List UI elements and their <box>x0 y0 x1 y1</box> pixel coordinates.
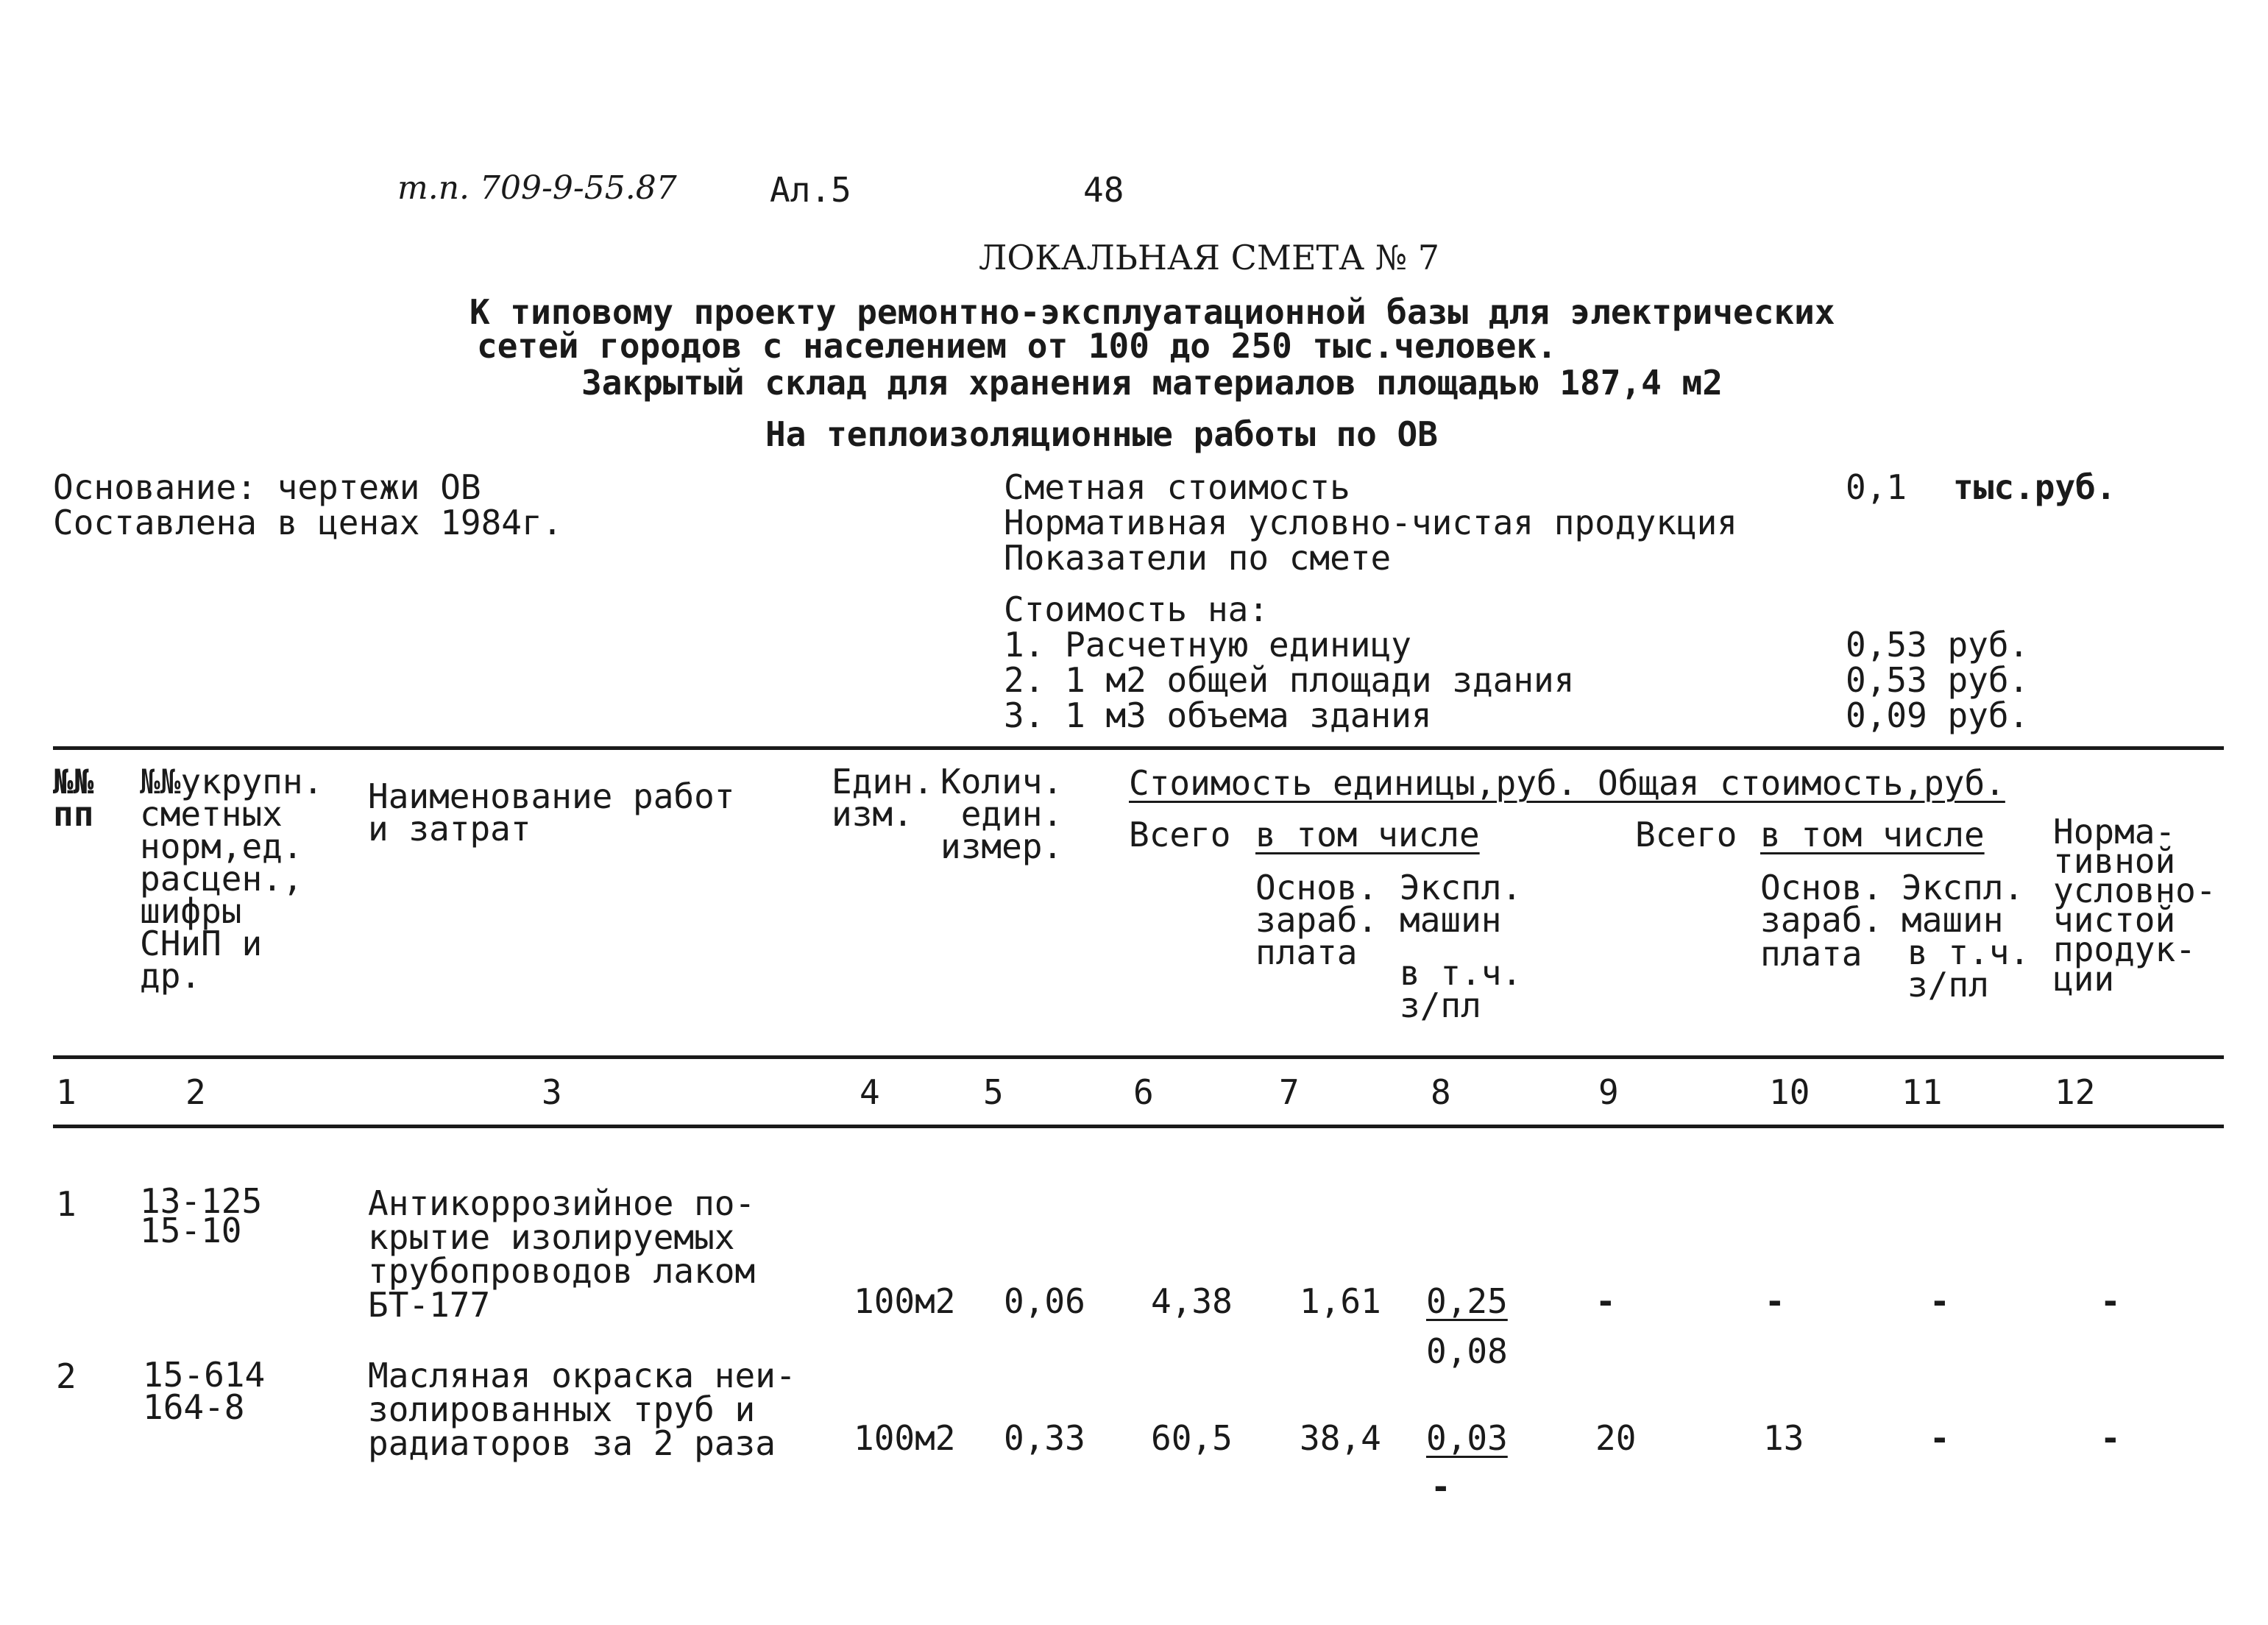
row-unit: 100м2 <box>854 1281 956 1321</box>
header-unit-including: в том числе <box>1255 815 1480 854</box>
header-overall-machines: Экспл. машин <box>1902 868 2024 940</box>
table-header-rule <box>53 1055 2224 1059</box>
row-number: 1 <box>56 1184 77 1224</box>
header-norm-code: №№укрупн. сметных норм,ед. расцен., шифры СНиП и др. <box>140 762 324 996</box>
normative-label: Нормативная условно-чистая продукция <box>1004 503 1737 542</box>
header-row-number: №№ пп <box>53 762 94 834</box>
row-quantity: 0,06 <box>1004 1281 1085 1321</box>
header-unit-base-pay: Основ. зараб. плата <box>1255 868 1378 972</box>
column-number: 2 <box>185 1072 206 1112</box>
project-code: т.п. 709-9-55.87 <box>397 169 677 207</box>
row-total: 20 <box>1595 1418 1637 1458</box>
row-unit: 100м2 <box>854 1418 956 1458</box>
row-quantity: 0,33 <box>1004 1418 1085 1458</box>
page-title: ЛОКАЛЬНАЯ СМЕТА № 7 <box>979 238 1440 277</box>
subtitle-line-1: К типовому проекту ремонтно-эксплуатационной базы для электрических <box>469 292 1835 332</box>
column-number: 11 <box>1902 1072 1943 1112</box>
row-unit-base-pay: 38,4 <box>1300 1418 1381 1458</box>
header-work-name: Наименование работ и затрат <box>368 776 735 849</box>
column-number: 12 <box>2055 1072 2096 1112</box>
header-cost-group: Стоимость единицы,руб. Общая стоимость,руб. <box>1129 763 2005 803</box>
column-number: 8 <box>1431 1072 1451 1112</box>
row-number: 2 <box>56 1356 77 1396</box>
estimated-cost-label: Сметная стоимость <box>1004 467 1350 507</box>
row-total-base-pay: 13 <box>1763 1418 1804 1458</box>
subtitle-line-2: сетей городов с населением от 100 до 250 тыс.человек. <box>477 326 1557 366</box>
summary-item-2-label: 2. 1 м2 общей площади здания <box>1004 660 1575 700</box>
summary-item-1-label: 1. Расчетную единицу <box>1004 625 1411 665</box>
subtitle-line-4: На теплоизоляционные работы по ОВ <box>765 414 1438 454</box>
header-unit-machines: Экспл. машин <box>1400 868 1523 940</box>
row-norm-code: 13-125 15-10 <box>140 1181 263 1250</box>
row-work-name: Масляная окраска неи- золированных труб и радиаторов за 2 раза <box>368 1356 796 1463</box>
header-unit-machines-wage: в т.ч. з/пл <box>1400 953 1523 1025</box>
row-unit-base-pay: 1,61 <box>1300 1281 1381 1321</box>
column-number: 4 <box>860 1072 880 1112</box>
row-unit-total: 60,5 <box>1151 1418 1233 1458</box>
column-number: 7 <box>1279 1072 1300 1112</box>
header-overall-total: Всего <box>1635 815 1737 854</box>
row-unit-machines: 0,25 <box>1426 1281 1508 1321</box>
header-overall-including: в том числе <box>1760 815 1985 854</box>
summary-item-3-label: 3. 1 м3 объема здания <box>1004 695 1432 735</box>
subtitle-line-3: Закрытый склад для хранения материалов площадью 187,4 м2 <box>581 363 1723 403</box>
row-normative: - <box>2100 1418 2121 1458</box>
row-total-machines: - <box>1929 1418 1950 1458</box>
row-norm-code: 15-614 164-8 <box>143 1355 266 1427</box>
summary-item-2-value: 0,53 руб. <box>1846 660 2030 700</box>
column-number: 1 <box>56 1072 77 1112</box>
row-unit-total: 4,38 <box>1151 1281 1233 1321</box>
header-unit: Един. изм. <box>832 762 934 834</box>
column-number: 10 <box>1769 1072 1810 1112</box>
row-total: - <box>1595 1281 1616 1321</box>
row-unit-machines-wage: - <box>1431 1467 1451 1507</box>
prices-line: Составлена в ценах 1984г. <box>53 503 563 542</box>
header-unit-total: Всего <box>1129 815 1231 854</box>
summary-item-1-value: 0,53 руб. <box>1846 625 2030 665</box>
row-normative: - <box>2100 1281 2121 1321</box>
basis-line: Основание: чертежи ОВ <box>53 467 481 507</box>
indicators-label: Показатели по смете <box>1004 538 1392 578</box>
header-quantity: Колич. един. измер. <box>940 762 1063 866</box>
album-number: Ал.5 <box>770 170 851 210</box>
table-top-rule <box>53 746 2224 750</box>
header-overall-base-pay: Основ. зараб. <box>1760 868 1883 940</box>
header-overall-pay: плата <box>1760 934 1863 974</box>
row-total-base-pay: - <box>1765 1281 1785 1321</box>
column-number: 5 <box>983 1072 1004 1112</box>
column-number: 3 <box>542 1072 562 1112</box>
row-unit-machines-wage: 0,08 <box>1426 1331 1508 1371</box>
column-numbers-rule <box>53 1125 2224 1128</box>
row-unit-machines: 0,03 <box>1426 1418 1508 1458</box>
summary-item-3-value: 0,09 руб. <box>1846 695 2030 735</box>
row-work-name: Антикоррозийное по- крытие изолируемых трубопроводов лаком БТ-177 <box>368 1183 756 1325</box>
header-overall-machines-wage: в т.ч. з/пл <box>1907 932 2030 1005</box>
column-number: 6 <box>1133 1072 1154 1112</box>
cost-on-label: Стоимость на: <box>1004 590 1269 629</box>
header-normative-output: Норма- тивной условно- чистой продук- ции <box>2053 812 2216 999</box>
estimated-cost-value: 0,1 <box>1846 467 1907 507</box>
page-number: 48 <box>1083 170 1124 210</box>
estimated-cost-unit: тыс.руб. <box>1953 467 2116 507</box>
column-number: 9 <box>1598 1072 1619 1112</box>
row-total-machines: - <box>1929 1281 1950 1321</box>
